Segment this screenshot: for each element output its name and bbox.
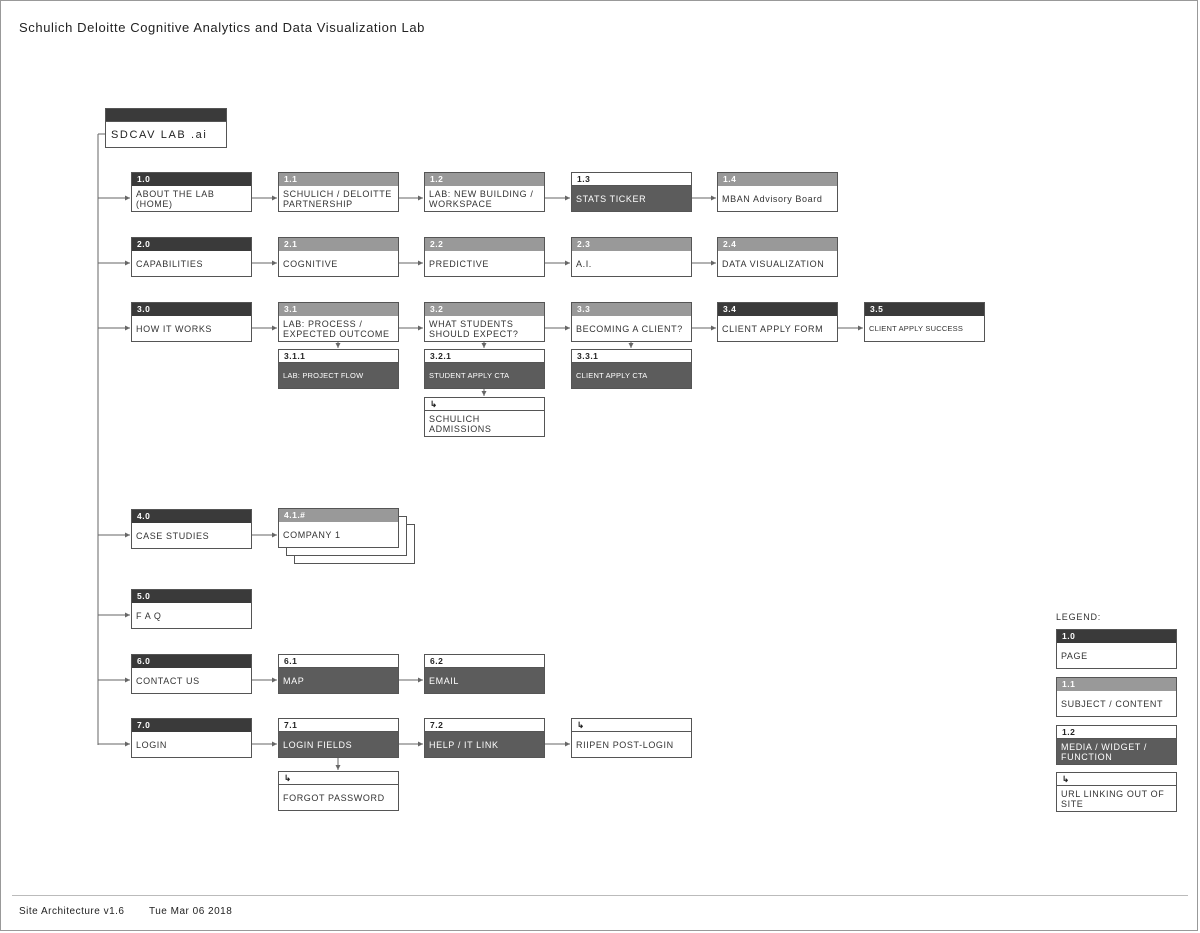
node-client-apply-cta[interactable] bbox=[571, 349, 692, 389]
node-label: SCHULICH / DELOITTE PARTNERSHIP bbox=[279, 186, 398, 211]
footer-version: Site Architecture v1.6 bbox=[19, 906, 125, 917]
node-login[interactable] bbox=[131, 718, 252, 758]
node-capabilities[interactable] bbox=[131, 237, 252, 277]
node-label: FORGOT PASSWORD bbox=[279, 785, 398, 810]
node-becoming-a-client[interactable] bbox=[571, 302, 692, 342]
node-id: 2.1 bbox=[279, 238, 398, 251]
node-id: 3.2 bbox=[425, 303, 544, 316]
node-what-students-should-expect[interactable] bbox=[424, 302, 545, 342]
node-label: A.I. bbox=[572, 251, 691, 276]
node-client-apply-success[interactable] bbox=[864, 302, 985, 342]
node-id: 2.3 bbox=[572, 238, 691, 251]
external-link-icon: ↳ bbox=[572, 719, 691, 732]
node-id: 1.0 bbox=[1057, 630, 1176, 643]
node-mban-advisory-board[interactable] bbox=[717, 172, 838, 212]
node-id: 1.0 bbox=[132, 173, 251, 186]
node-label: BECOMING A CLIENT? bbox=[572, 316, 691, 341]
node-label: F A Q bbox=[132, 603, 251, 628]
node-label: LOGIN bbox=[132, 732, 251, 757]
node-label: CONTACT US bbox=[132, 668, 251, 693]
node-company-1[interactable] bbox=[278, 508, 399, 548]
node-a-i[interactable] bbox=[571, 237, 692, 277]
node-label: COGNITIVE bbox=[279, 251, 398, 276]
node-label: CAPABILITIES bbox=[132, 251, 251, 276]
node-data-visualization[interactable] bbox=[717, 237, 838, 277]
node-id: 1.1 bbox=[279, 173, 398, 186]
node-stats-ticker[interactable] bbox=[571, 172, 692, 212]
node-id: 2.0 bbox=[132, 238, 251, 251]
node-lab-process-expected-outcome[interactable] bbox=[278, 302, 399, 342]
external-link-icon: ↳ bbox=[279, 772, 398, 785]
node-label: LAB: PROCESS / EXPECTED OUTCOME bbox=[279, 316, 398, 341]
node-label: URL LINKING OUT OF SITE bbox=[1057, 786, 1176, 811]
legend-url-linking-out-of-site[interactable] bbox=[1056, 772, 1177, 812]
node-label: COMPANY 1 bbox=[279, 522, 398, 547]
node-id: 1.2 bbox=[1057, 726, 1176, 739]
node-label: LAB: NEW BUILDING / WORKSPACE bbox=[425, 186, 544, 211]
node-lab-project-flow[interactable] bbox=[278, 349, 399, 389]
node-label: SUBJECT / CONTENT bbox=[1057, 691, 1176, 716]
node-id: 7.0 bbox=[132, 719, 251, 732]
node-label: STUDENT APPLY CTA bbox=[425, 363, 544, 388]
node-label: SCHULICH ADMISSIONS bbox=[425, 411, 544, 436]
node-label: ABOUT THE LAB (HOME) bbox=[132, 186, 251, 211]
footer-date: Tue Mar 06 2018 bbox=[149, 906, 233, 917]
node-id: 3.5 bbox=[865, 303, 984, 316]
node-about-the-lab-home[interactable] bbox=[131, 172, 252, 212]
node-predictive[interactable] bbox=[424, 237, 545, 277]
node-id: 7.2 bbox=[425, 719, 544, 732]
node-label: LOGIN FIELDS bbox=[279, 732, 398, 757]
node-client-apply-form[interactable] bbox=[717, 302, 838, 342]
node-login-fields[interactable] bbox=[278, 718, 399, 758]
node-label: HOW IT WORKS bbox=[132, 316, 251, 341]
node-lab-new-building-workspace[interactable] bbox=[424, 172, 545, 212]
node-id: 2.2 bbox=[425, 238, 544, 251]
node-f-a-q[interactable] bbox=[131, 589, 252, 629]
node-id: 3.3 bbox=[572, 303, 691, 316]
node-id: 3.0 bbox=[132, 303, 251, 316]
node-id: 3.3.1 bbox=[572, 350, 691, 363]
node-label: WHAT STUDENTS SHOULD EXPECT? bbox=[425, 316, 544, 341]
node-how-it-works[interactable] bbox=[131, 302, 252, 342]
node-id: 4.0 bbox=[132, 510, 251, 523]
node-schulich-admissions[interactable] bbox=[424, 397, 545, 437]
legend-media-widget-function[interactable] bbox=[1056, 725, 1177, 765]
node-id: 1.4 bbox=[718, 173, 837, 186]
node-id: 3.2.1 bbox=[425, 350, 544, 363]
root-header-bar bbox=[105, 108, 227, 122]
node-label: PREDICTIVE bbox=[425, 251, 544, 276]
node-id: 1.3 bbox=[572, 173, 691, 186]
legend-title: LEGEND: bbox=[1056, 612, 1102, 622]
node-id: 3.4 bbox=[718, 303, 837, 316]
node-id: 3.1.1 bbox=[279, 350, 398, 363]
node-label: STATS TICKER bbox=[572, 186, 691, 211]
node-label: PAGE bbox=[1057, 643, 1176, 668]
node-id: 6.2 bbox=[425, 655, 544, 668]
node-help-it-link[interactable] bbox=[424, 718, 545, 758]
node-id: 7.1 bbox=[279, 719, 398, 732]
external-link-icon: ↳ bbox=[425, 398, 544, 411]
node-label: MAP bbox=[279, 668, 398, 693]
node-id: 3.1 bbox=[279, 303, 398, 316]
legend-subject-content[interactable] bbox=[1056, 677, 1177, 717]
node-student-apply-cta[interactable] bbox=[424, 349, 545, 389]
node-riipen-post-login[interactable] bbox=[571, 718, 692, 758]
node-label: DATA VISUALIZATION bbox=[718, 251, 837, 276]
node-label: EMAIL bbox=[425, 668, 544, 693]
node-schulich-deloitte-partnership[interactable] bbox=[278, 172, 399, 212]
node-id: 1.2 bbox=[425, 173, 544, 186]
node-id: 5.0 bbox=[132, 590, 251, 603]
node-label: MBAN Advisory Board bbox=[718, 186, 837, 211]
node-label: CLIENT APPLY CTA bbox=[572, 363, 691, 388]
node-label: RIIPEN POST-LOGIN bbox=[572, 732, 691, 757]
node-map[interactable] bbox=[278, 654, 399, 694]
node-id: 2.4 bbox=[718, 238, 837, 251]
node-label: CASE STUDIES bbox=[132, 523, 251, 548]
diagram-title: Schulich Deloitte Cognitive Analytics and Data Visualization Lab bbox=[19, 20, 425, 35]
node-label: LAB: PROJECT FLOW bbox=[279, 363, 398, 388]
node-cognitive[interactable] bbox=[278, 237, 399, 277]
root-node[interactable]: SDCAV LAB .ai bbox=[105, 121, 227, 148]
legend-page[interactable] bbox=[1056, 629, 1177, 669]
node-contact-us[interactable] bbox=[131, 654, 252, 694]
node-forgot-password[interactable] bbox=[278, 771, 399, 811]
node-id: 4.1.# bbox=[279, 509, 398, 522]
external-link-icon: ↳ bbox=[1057, 773, 1176, 786]
node-id: 6.0 bbox=[132, 655, 251, 668]
node-label: CLIENT APPLY SUCCESS bbox=[865, 316, 984, 341]
node-label: HELP / IT LINK bbox=[425, 732, 544, 757]
footer-divider bbox=[12, 895, 1188, 896]
node-label: MEDIA / WIDGET / FUNCTION bbox=[1057, 739, 1176, 764]
node-id: 6.1 bbox=[279, 655, 398, 668]
node-case-studies[interactable] bbox=[131, 509, 252, 549]
node-id: 1.1 bbox=[1057, 678, 1176, 691]
node-label: CLIENT APPLY FORM bbox=[718, 316, 837, 341]
node-email[interactable] bbox=[424, 654, 545, 694]
